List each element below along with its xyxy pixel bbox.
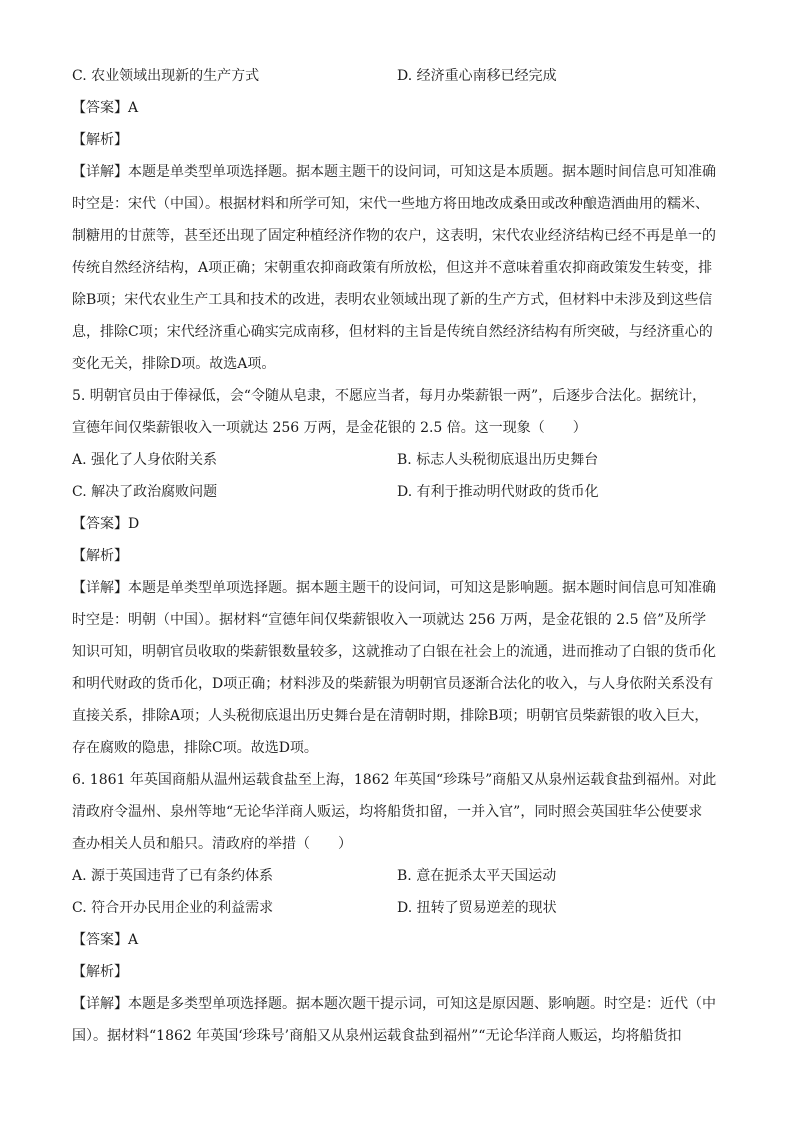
q6-option-b[interactable]: B. 意在扼杀太平天国运动 (397, 868, 557, 884)
q4-detail-line: 时空是：宋代（中国）。根据材料和所学可知，宋代一些地方将田地改成桑田或改种酿造酒曲用的糯米、 (72, 196, 709, 212)
q4-detail-line: 传统自然经济结构，A项正确；宋朝重农抑商政策有所放松，但这并不意味着重农抑商政策发生转变，排 (72, 260, 713, 276)
q4-detail-line: 【详解】本题是单类型单项选择题。据本题主题干的设问词，可知这是本质题。据本题时间信息可知准确 (72, 164, 716, 180)
q4-option-d[interactable]: D. 经济重心南移已经完成 (397, 68, 557, 84)
q5-option-a[interactable]: A. 强化了人身依附关系 (72, 452, 218, 468)
q5-options-row-ab (72, 450, 722, 470)
q4-option-c[interactable]: C. 农业领域出现新的生产方式 (72, 68, 260, 84)
q4-detail-line: 变化无关，排除D项。故选A项。 (72, 356, 276, 372)
q5-detail-line: 直接关系，排除A项；人头税彻底退出历史舞台是在清朝时期，排除B项；明朝官员柴薪银的收入巨大， (72, 708, 709, 724)
q6-option-d[interactable]: D. 扭转了贸易逆差的现状 (397, 900, 557, 916)
q4-detail-line: 息，排除C项；宋代经济重心确实完成南移，但材料的主旨是传统自然经济结构有所突破，与经济重心的 (72, 324, 713, 340)
q5-analysis-title: 【解析】 (72, 548, 128, 564)
q5-option-c[interactable]: C. 解决了政治腐败问题 (72, 484, 218, 500)
q5-detail-line: 时空是：明朝（中国）。据材料“宣德年间仅柴薪银收入一项就达 256 万两，是金花银的 2.5 倍”及所学 (72, 612, 707, 628)
q5-option-b[interactable]: B. 标志人头税彻底退出历史舞台 (397, 452, 599, 468)
q6-answer: 【答案】A (72, 932, 139, 948)
q5-answer: 【答案】D (72, 516, 140, 532)
q5-stem-line: 5. 明朝官员由于俸禄低，会“令随从皂隶，不愿应当者，每月办柴薪银一两”，后逐步合法化。据统计， (72, 388, 707, 404)
q4-detail-line: 制糖用的甘蔗等，甚至还出现了固定种植经济作物的农户，这表明，宋代农业经济结构已经不再是单一的 (72, 228, 716, 244)
q4-answer: 【答案】A (72, 100, 139, 116)
q6-stem-line: 查办相关人员和船只。清政府的举措（ ） (72, 836, 352, 852)
q5-detail-line: 【详解】本题是单类型单项选择题。据本题主题干的设问词，可知这是影响题。据本题时间信息可知准确 (72, 580, 716, 596)
q5-stem-line: 宣德年间仅柴薪银收入一项就达 256 万两，是金花银的 2.5 倍。这一现象（ ） (72, 420, 587, 436)
q4-detail-line: 除B项；宋代农业生产工具和技术的改进，表明农业领域出现了新的生产方式，但材料中未涉及到这些信 (72, 292, 713, 308)
q4-analysis-title: 【解析】 (72, 132, 128, 148)
q6-detail-line: 国）。据材料“1862 年英国‘珍珠号’商船又从泉州运载食盐到福州”“无论华洋商人贩运，均将船货扣 (72, 1028, 682, 1044)
q6-option-c[interactable]: C. 符合开办民用企业的利益需求 (72, 900, 274, 916)
q6-stem-line: 清政府令温州、泉州等地“无论华洋商人贩运，均将船货扣留，一并入官”，同时照会英国驻华公使要求 (72, 804, 703, 820)
q6-detail-line: 【详解】本题是多类型单项选择题。据本题次题干提示词，可知这是原因题、影响题。时空是：近代（中 (72, 996, 716, 1012)
q6-stem-line: 6. 1861 年英国商船从温州运载食盐至上海，1862 年英国“珍珠号”商船又从泉州运载食盐到福州。对此 (72, 772, 717, 788)
q6-option-a[interactable]: A. 源于英国违背了已有条约体系 (72, 868, 274, 884)
q6-analysis-title: 【解析】 (72, 964, 128, 980)
q5-option-d[interactable]: D. 有利于推动明代财政的货币化 (397, 484, 599, 500)
q6-options-row-ab (72, 866, 722, 886)
q5-options-row-cd (72, 482, 722, 502)
q5-detail-line: 和明代财政的货币化，D项正确；材料涉及的柴薪银为明朝官员逐渐合法化的收入，与人身依附关系没有 (72, 676, 714, 692)
q5-detail-line: 知识可知，明朝官员收取的柴薪银数量较多，这就推动了白银在社会上的流通，进而推动了白银的货币化 (72, 644, 716, 660)
q5-detail-line: 存在腐败的隐患，排除C项。故选D项。 (72, 740, 318, 756)
q4-options-row-cd (72, 66, 722, 86)
q6-options-row-cd (72, 898, 722, 918)
